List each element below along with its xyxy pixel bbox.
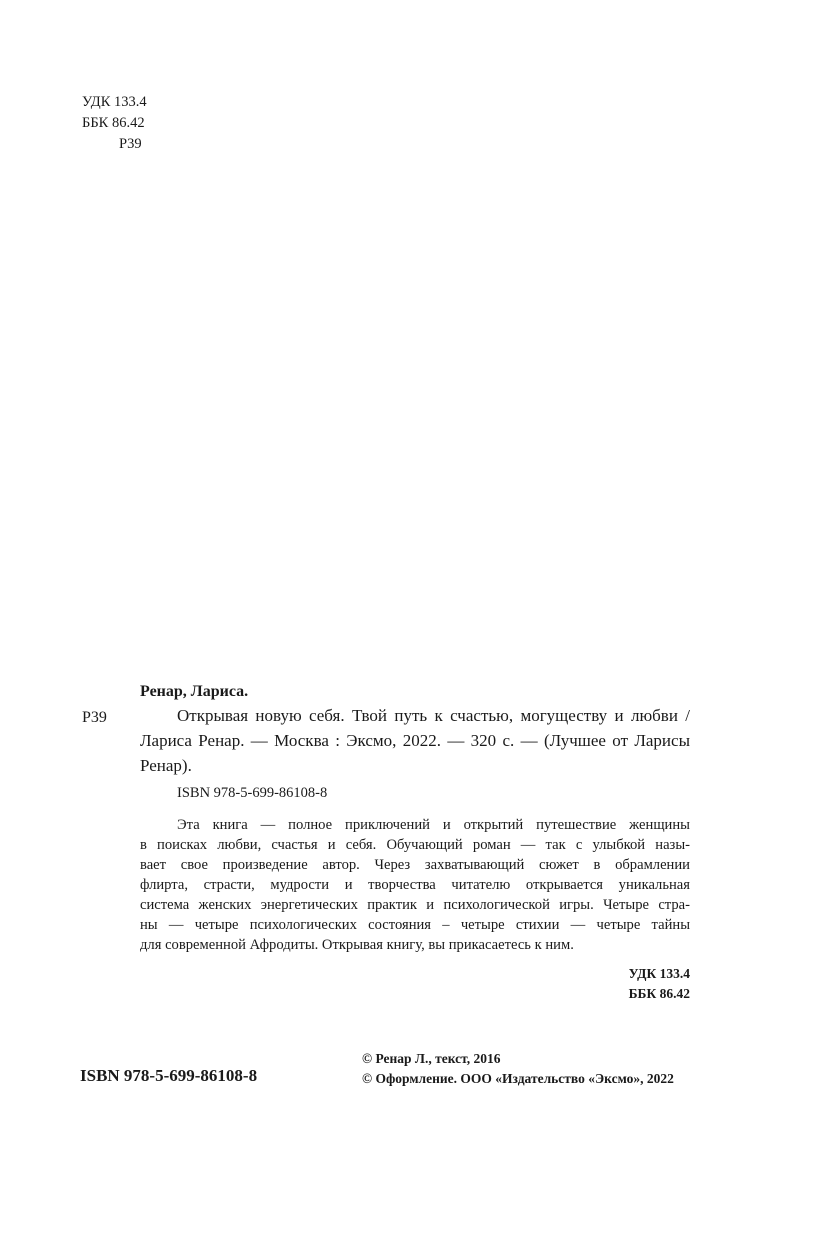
annotation-line: вает свое произведение автор. Через захватывающий сюжет в обрамлении: [140, 857, 690, 873]
side-author-mark: Р39: [82, 709, 107, 726]
biblio-line: Открывая новую себя. Твой путь к счастью, могуществу и любви /: [177, 706, 690, 725]
annotation-line: ны — четыре психологических состояния – четыре стихии — четыре тайны: [140, 917, 690, 933]
annotation-line: для современной Афродиты. Открывая книгу, вы прикасаетесь к ним.: [140, 937, 574, 953]
author-heading: Ренар, Лариса.: [140, 683, 249, 700]
annotation: [140, 815, 690, 955]
annotation-line: система женских энергетических практик и психологической игры. Четыре стра-: [140, 897, 690, 913]
isbn-footer: ISBN 978-5-699-86108-8: [80, 1066, 258, 1085]
copyright-block: [362, 1049, 674, 1089]
isbn-line: ISBN 978-5-699-86108-8: [177, 785, 328, 801]
udk-code: УДК 133.4: [82, 94, 147, 110]
biblio-line: Ренар).: [140, 756, 192, 775]
annotation-line: флирта, страсти, мудрости и творчества читателю открывается уникальная: [140, 877, 690, 893]
bbk-code: ББК 86.42: [82, 115, 145, 131]
copyright-design: © Оформление. ООО «Издательство «Эксмо», 2022: [362, 1071, 674, 1086]
copyright-text: © Ренар Л., текст, 2016: [362, 1051, 501, 1066]
classification-codes: [520, 964, 690, 1004]
biblio-line: Лариса Ренар. — Москва : Эксмо, 2022. — 320 с. — (Лучшее от Ларисы: [140, 731, 690, 750]
udk-code-bold: УДК 133.4: [628, 966, 690, 981]
author-mark: Р39: [119, 136, 142, 152]
bbk-code-bold: ББК 86.42: [628, 986, 690, 1001]
annotation-line: Эта книга — полное приключений и открытий путешествие женщины: [177, 817, 690, 833]
bibliographic-description: [140, 703, 690, 778]
annotation-line: в поисках любви, счастья и себя. Обучающий роман — так с улыбкой назы-: [140, 837, 690, 853]
